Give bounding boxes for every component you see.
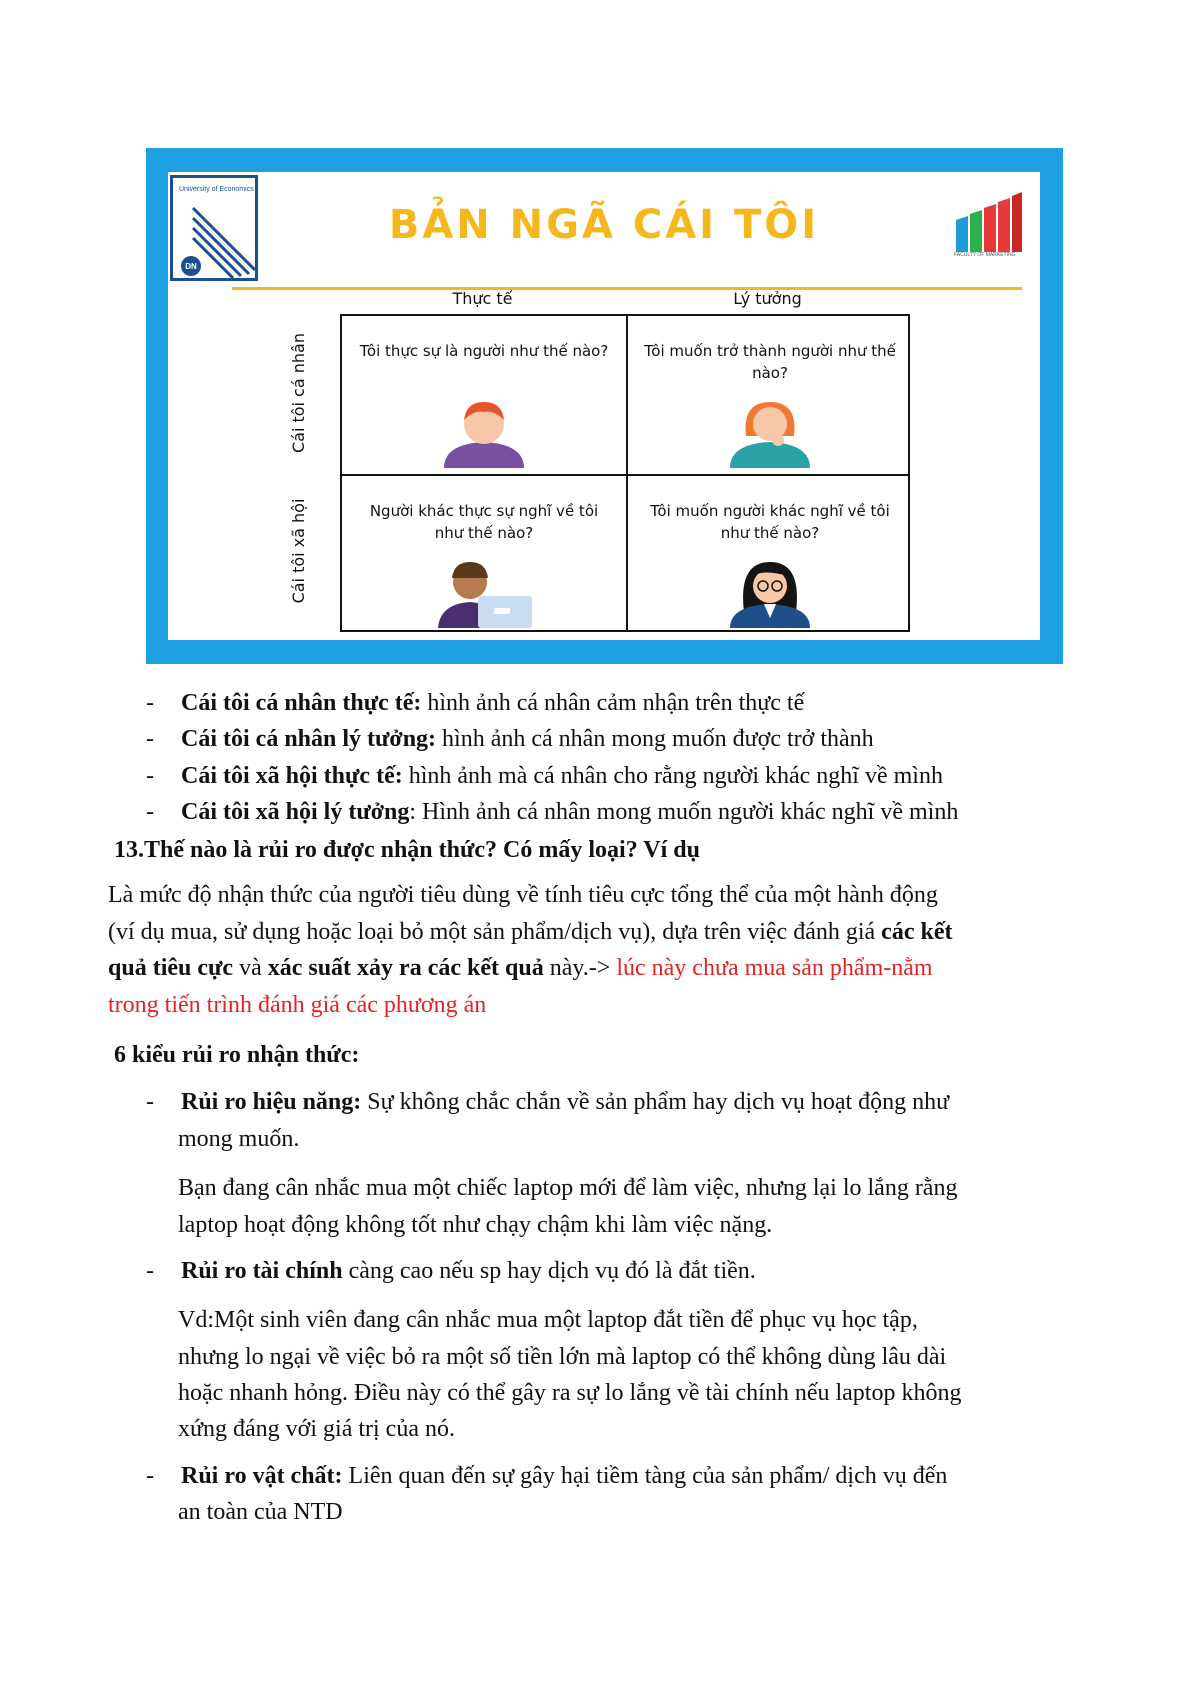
row-header-social: Cái tôi xã hội — [289, 498, 308, 604]
slide-title: BẢN NGÃ CÁI TÔI — [388, 202, 820, 248]
faculty-name: FACULTY OF MARKETING — [954, 252, 1016, 258]
bullet-personal-actual — [181, 685, 804, 721]
cell-question: Người khác thực sự nghĩ về tôi như thế nào? — [369, 502, 599, 542]
bullet-dash: - — [146, 726, 154, 752]
risk-financial: Rủi ro tài chính càng cao nếu sp hay dịch vụ đó là đắt tiền. — [181, 1258, 756, 1284]
question-heading: 13.Thế nào là rủi ro được nhận thức? Có mấy loại? Ví dụ — [114, 837, 700, 863]
bullet-term: Cái tôi cá nhân thực tế: — [181, 690, 422, 716]
bullet-dash: - — [146, 1463, 154, 1489]
bullet-dash: - — [146, 763, 154, 789]
risk-physical: Rủi ro vật chất: Liên quan đến sự gây hại tiềm tàng của sản phẩm/ dịch vụ đến — [181, 1463, 948, 1489]
bullet-term: Cái tôi xã hội lý tưởng — [181, 799, 410, 825]
definition-line-1: Là mức độ nhận thức của người tiêu dùng về tính tiêu cực tổng thể của một hành động — [108, 882, 938, 908]
self-concept-slide — [146, 148, 1063, 664]
cell-question: Tôi muốn trở thành người như thế nào? — [644, 342, 896, 382]
cell-question: Tôi thực sự là người như thế nào? — [359, 342, 609, 360]
bullet-dash: - — [146, 1089, 154, 1115]
boy-avatar-icon — [434, 396, 534, 468]
self-concept-grid — [340, 314, 910, 632]
risk-financial-example-4: xứng đáng với giá trị của nó. — [178, 1416, 455, 1442]
bullet-term: Cái tôi cá nhân lý tưởng: — [181, 726, 437, 752]
risk-performance-cont: mong muốn. — [178, 1126, 300, 1152]
note-red: lúc này chưa mua sản phẩm-nằm — [616, 955, 933, 981]
bullet-term: Cái tôi xã hội thực tế: — [181, 763, 403, 789]
man-laptop-avatar-icon — [434, 556, 534, 628]
bullet-desc: hình ảnh cá nhân mong muốn được trở thành — [436, 726, 874, 752]
risk-performance-example-2: laptop hoạt động không tốt như chạy chậm khi làm việc nặng. — [178, 1212, 773, 1238]
risk-performance-example-1: Bạn đang cân nhắc mua một chiếc laptop mới để làm việc, nhưng lại lo lắng rằng — [178, 1175, 958, 1201]
cell-personal-ideal — [628, 316, 912, 474]
bullet-dash: - — [146, 1258, 154, 1284]
faculty-logo — [954, 190, 1024, 270]
cell-social-ideal — [628, 476, 912, 634]
cell-question: Tôi muốn người khác nghĩ về tôi như thế nào? — [650, 502, 890, 542]
row-header-personal: Cái tôi cá nhân — [289, 333, 308, 454]
risk-performance: Rủi ro hiệu năng: Sự không chắc chắn về sản phẩm hay dịch vụ hoạt động như — [181, 1089, 950, 1115]
definition-line-2: (ví dụ mua, sử dụng hoặc loại bỏ một sản phẩm/dịch vụ), dựa trên việc đánh giá các kết — [108, 919, 953, 945]
bullet-desc: : Hình ảnh cá nhân mong muốn người khác nghĩ về mình — [409, 799, 959, 825]
bullet-desc: hình ảnh mà cá nhân cho rằng người khác nghĩ về mình — [402, 763, 943, 789]
bullet-dash: - — [146, 799, 154, 825]
risk-physical-cont: an toàn của NTD — [178, 1499, 343, 1525]
col-header-ideal: Lý tưởng — [733, 289, 802, 308]
bullet-personal-ideal — [181, 721, 874, 757]
bullet-social-actual — [181, 758, 943, 794]
definition-line-3: quả tiêu cực và xác suất xảy ra các kết quả này.-> lúc này chưa mua sản phẩm-nằm — [108, 955, 933, 981]
risk-financial-example-2: nhưng lo ngại về việc bỏ ra một số tiền lớn mà laptop có thể không dùng lâu dài — [178, 1344, 947, 1370]
risk-types-heading: 6 kiểu rủi ro nhận thức: — [114, 1042, 360, 1068]
bullet-dash: - — [146, 690, 154, 716]
girl-thinking-avatar-icon — [720, 396, 820, 468]
bullet-desc: hình ảnh cá nhân cảm nhận trên thực tế — [421, 690, 805, 716]
risk-financial-example-1: Vd:Một sinh viên đang cân nhắc mua một laptop đắt tiền để phục vụ học tập, — [178, 1307, 918, 1333]
definition-line-4-note: trong tiến trình đánh giá các phương án — [108, 992, 487, 1018]
woman-glasses-avatar-icon — [720, 556, 820, 628]
bar-logo-icon — [954, 190, 1024, 252]
risk-financial-example-3: hoặc nhanh hỏng. Điều này có thể gây ra sự lo lắng về tài chính nếu laptop không — [178, 1380, 962, 1406]
cell-social-actual — [342, 476, 626, 634]
bullet-social-ideal — [181, 794, 958, 830]
col-header-actual: Thực tế — [452, 289, 513, 308]
slide-canvas — [168, 172, 1040, 640]
cell-personal-actual — [342, 316, 626, 474]
university-seal: DN — [181, 256, 201, 276]
university-name: University of Economics — [179, 186, 254, 193]
